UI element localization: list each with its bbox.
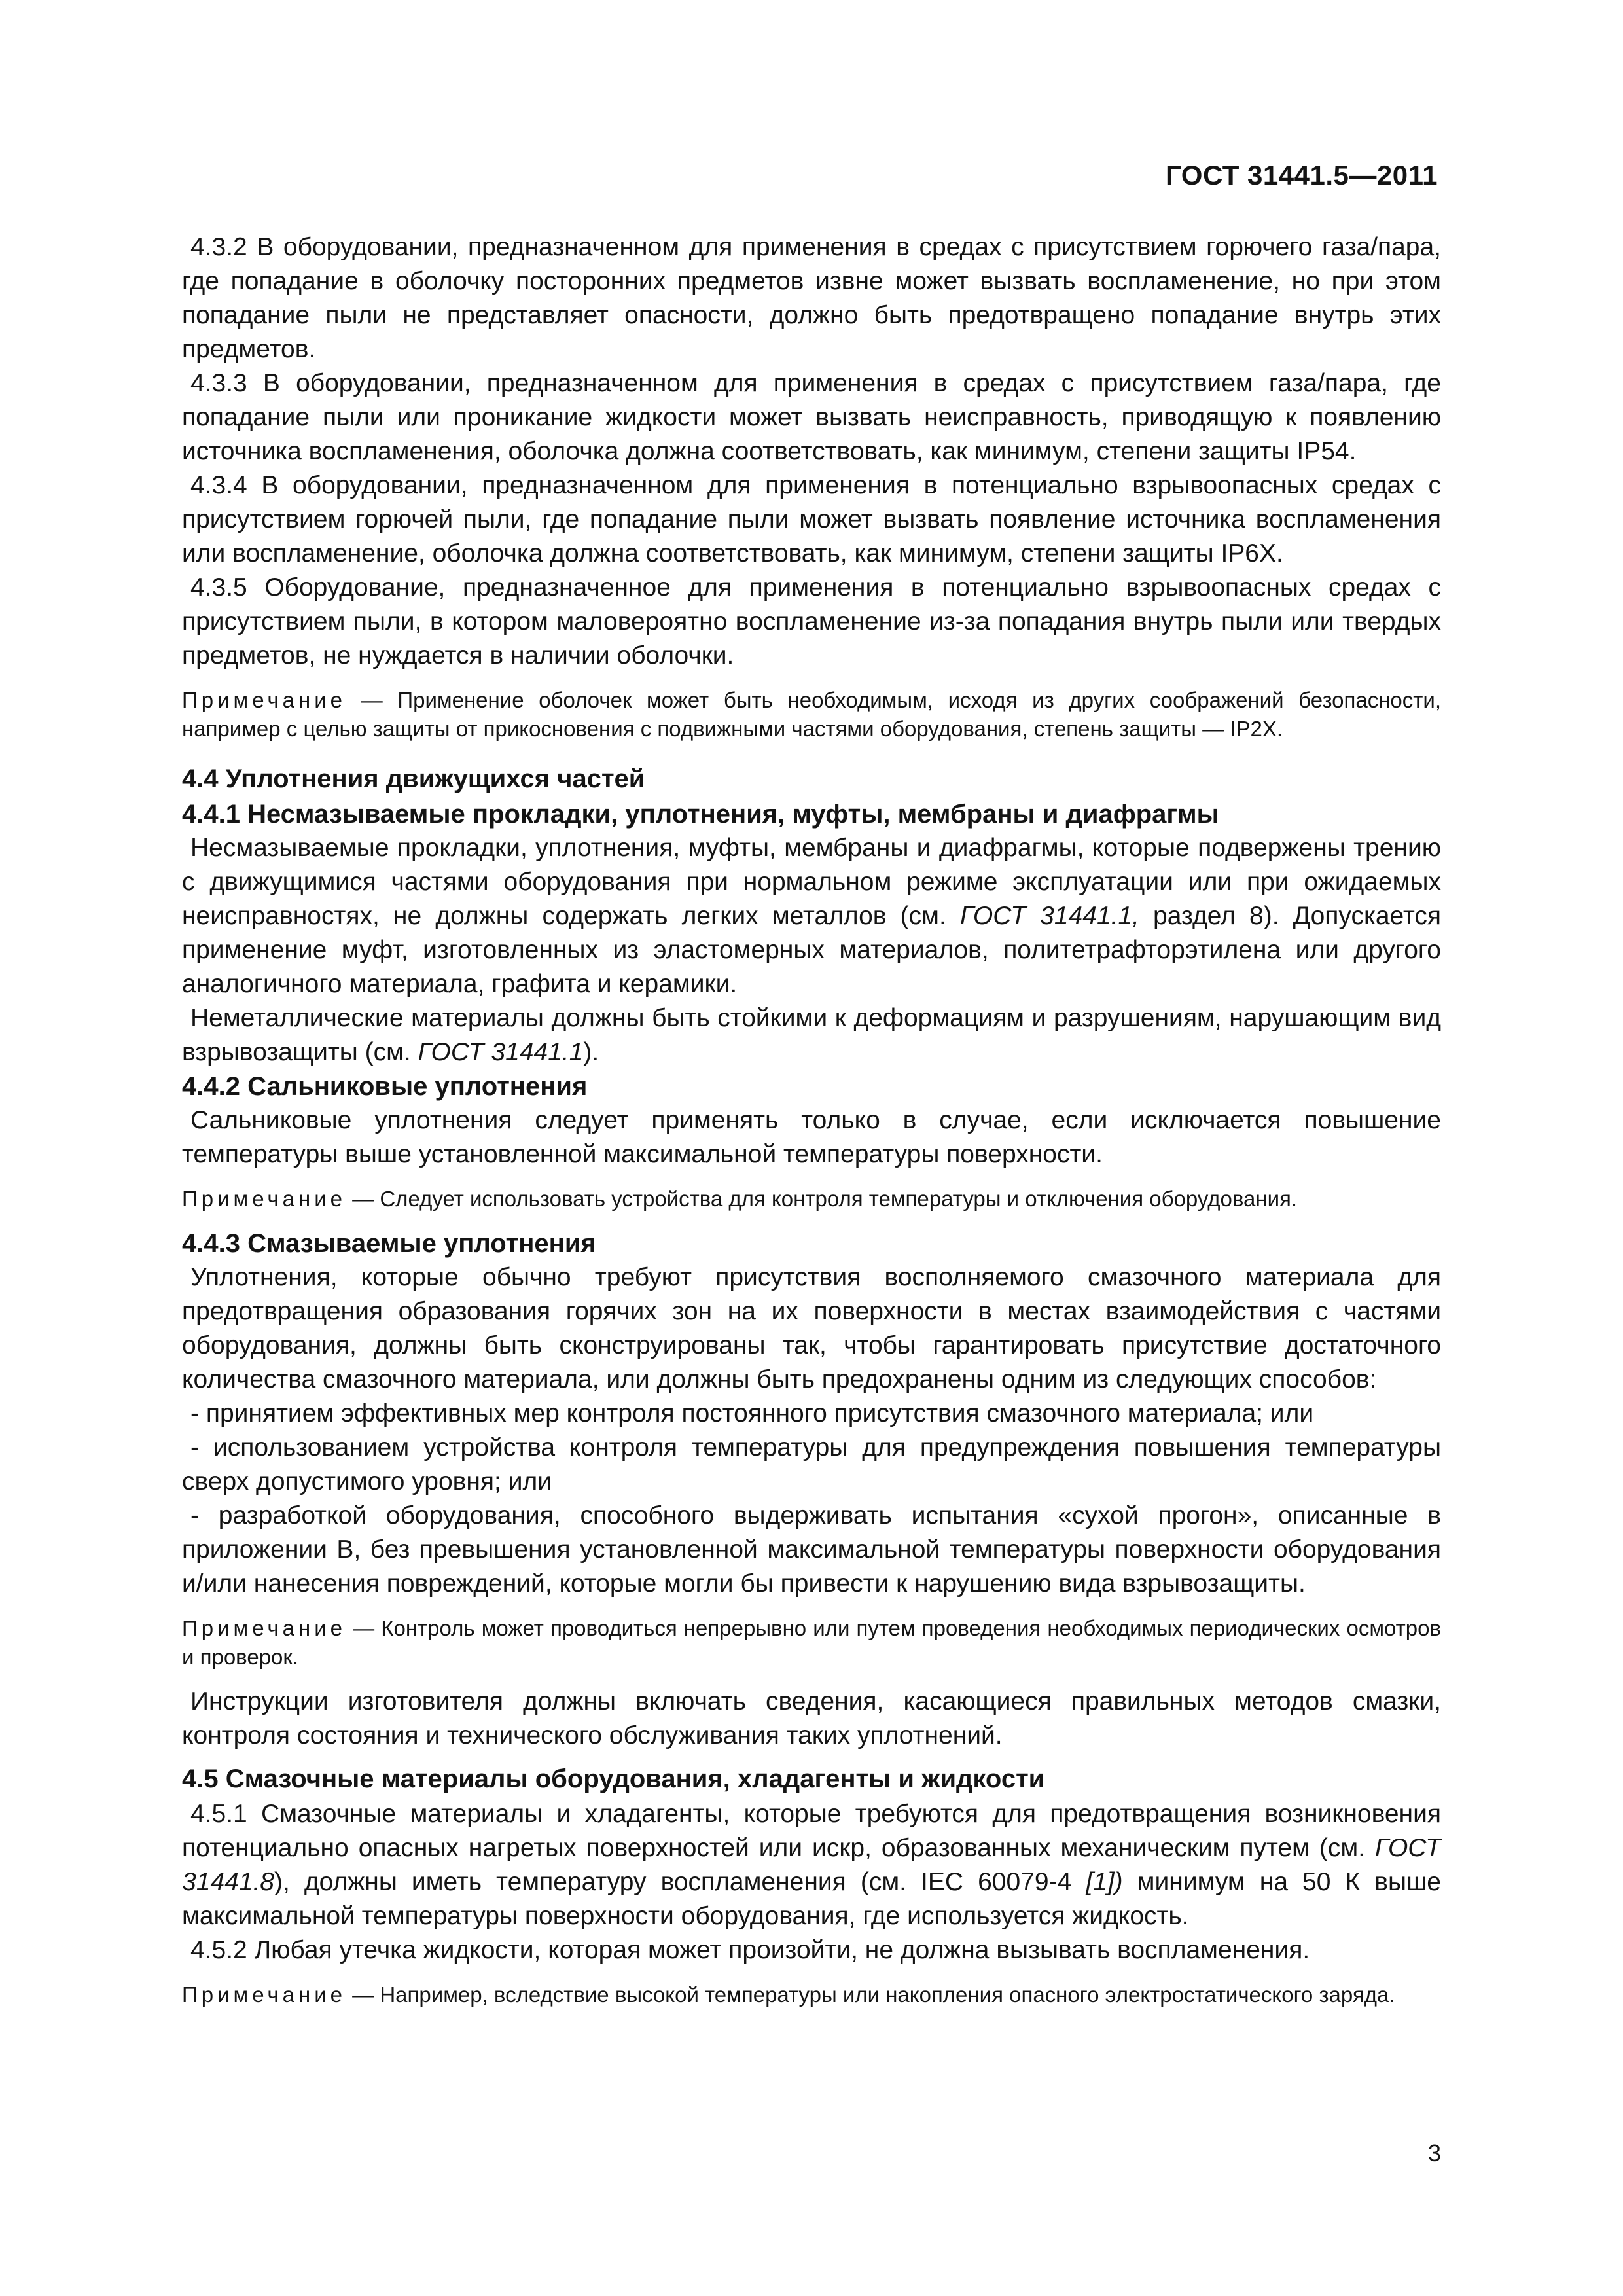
paragraph-4-4-3-b: Инструкции изготовителя должны включать сведения, касающиеся правильных методов смазки, контроля состояния и технического обслуживания таких уплотнений. [182, 1687, 1441, 1749]
list-item-1: - принятием эффективных мер контроля постоянного присутствия смазочного материала; или [190, 1399, 1314, 1427]
paragraph-4-4-1-b [182, 1001, 1441, 1069]
heading-4-4-2: 4.4.2 Сальниковые уплотнения [182, 1072, 588, 1101]
text-run: Несмазываемые прокладки, уплотнения, муфты, мембраны и диафрагмы, которые подвержены трению с движущимися частями оборудования при нормальном режиме эксплуатации или при ожидаемых неисправностях, не должны содержать легких металлов (см. [182, 834, 1441, 930]
text-run: минимум на 50 К выше максимальной температуры поверхности оборудования, где используется жидкость. [182, 1868, 1441, 1930]
document-header: ГОСТ 31441.5—2011 [1166, 160, 1438, 190]
reference-gost: ГОСТ 31441.8 [182, 1834, 1441, 1896]
heading-4-4: 4.4 Уплотнения движущихся частей [182, 764, 645, 793]
note-4 [182, 1981, 1441, 2009]
list-item-3: - разработкой оборудования, способного выдерживать испытания «сухой прогон», описанные в приложении В, без превышения установленной максимальной температуры поверхности оборудования и/или нанесения повреждений, которые могли бы привести к нарушению вида взрывозащиты. [182, 1501, 1441, 1598]
heading-4-4-1: 4.4.1 Несмазываемые прокладки, уплотнения, муфты, мембраны и диафрагмы [182, 800, 1219, 829]
paragraph-4-5-1 [182, 1797, 1441, 1933]
paragraph-4-4-3: Уплотнения, которые обычно требуют присутствия восполняемого смазочного материала для предотвращения образования горячих зон на их поверхности в местах взаимодействия с частями оборудования, должны быть сконструированы так, чтобы гарантировать присутствие достаточного количества смазочного материала, или должны быть предохранены одним из следующих способов: [182, 1263, 1441, 1393]
list-item-2: - использованием устройства контроля температуры для предупреждения повышения температуры сверх допустимого уровня; или [182, 1433, 1441, 1496]
reference-gost: ГОСТ 31441.1 [418, 1038, 584, 1066]
note-text: — Например, вследствие высокой температуры или накопления опасного электростатического заряда. [346, 1982, 1395, 2007]
note-label: Примечание [182, 688, 347, 712]
note-label: Примечание [182, 1187, 347, 1211]
note-label: Примечание [182, 1616, 347, 1640]
page-number: 3 [1427, 2140, 1441, 2166]
note-text: — Контроль может проводиться непрерывно или путем проведения необходимых периодических осмотров и проверок. [182, 1616, 1441, 1669]
paragraph-4-3-4: 4.3.4 В оборудовании, предназначенном для применения в потенциально взрывоопасных средах с присутствием горючей пыли, где попадание пыли может вызвать появление источника воспламенения или воспламенение, оболочка должна соответствовать, как минимум, степени защиты IP6X. [182, 471, 1441, 567]
paragraph-4-3-3: 4.3.3 В оборудовании, предназначенном для применения в средах с присутствием газа/пара, где попадание пыли или проникание жидкости может вызвать неисправность, приводящую к появлению источника воспламенения, оболочка должна соответствовать, как минимум, степени защиты IP54. [182, 369, 1441, 465]
note-2 [182, 1185, 1441, 1213]
document-body [182, 230, 1441, 2009]
heading-4-5: 4.5 Смазочные материалы оборудования, хладагенты и жидкости [182, 1765, 1045, 1793]
paragraph-4-3-2: 4.3.2 В оборудовании, предназначенном для применения в средах с присутствием горючего газа/пара, где попадание в оболочку посторонних предметов извне может вызвать воспламенение, но при этом попадание пыли не представляет опасности, должно быть предотвращено попадание внутрь этих предметов. [182, 233, 1441, 363]
text-run: раздел 8). Допускается применение муфт, изготовленных из эластомерных материалов, политетрафторэтилена или другого аналогичного материала, графита и керамики. [182, 902, 1441, 998]
text-run: Неметаллические материалы должны быть стойкими к деформациям и разрушениям, нарушающим вид взрывозащиты (см. [182, 1004, 1441, 1066]
note-text: — Применение оболочек может быть необходимым, исходя из других соображений безопасности, например с целью защиты от прикосновения с подвижными частями оборудования, степень защиты — IP2X. [182, 688, 1441, 741]
reference-gost: ГОСТ 31441.1, [959, 902, 1139, 930]
note-3 [182, 1614, 1441, 1672]
text-run: ). [583, 1038, 599, 1066]
note-1 [182, 686, 1441, 744]
paragraph-4-4-1-a [182, 831, 1441, 1001]
note-label: Примечание [182, 1982, 347, 2007]
text-run: ), должны иметь температуру воспламенения (см. IEC 60079-4 [274, 1868, 1086, 1896]
paragraph-4-4-2: Сальниковые уплотнения следует применять только в случае, если исключается повышение температуры выше установленной максимальной температуры поверхности. [182, 1106, 1441, 1168]
paragraph-4-5-2: 4.5.2 Любая утечка жидкости, которая может произойти, не должна вызывать воспламенения. [190, 1936, 1310, 1964]
reference-bibliography: [1]) [1086, 1868, 1123, 1896]
heading-4-4-3: 4.4.3 Смазываемые уплотнения [182, 1229, 596, 1258]
paragraph-4-3-5: 4.3.5 Оборудование, предназначенное для применения в потенциально взрывоопасных средах с присутствием пыли, в котором маловероятно воспламенение из-за попадания внутрь пыли или твердых предметов, не нуждается в наличии оболочки. [182, 573, 1441, 670]
text-run: 4.5.1 Смазочные материалы и хладагенты, которые требуются для предотвращения возникновения потенциально опасных нагретых поверхностей или искр, образованных механическим путем (см. [182, 1800, 1441, 1862]
note-text: — Следует использовать устройства для контроля температуры и отключения оборудования. [346, 1187, 1298, 1211]
